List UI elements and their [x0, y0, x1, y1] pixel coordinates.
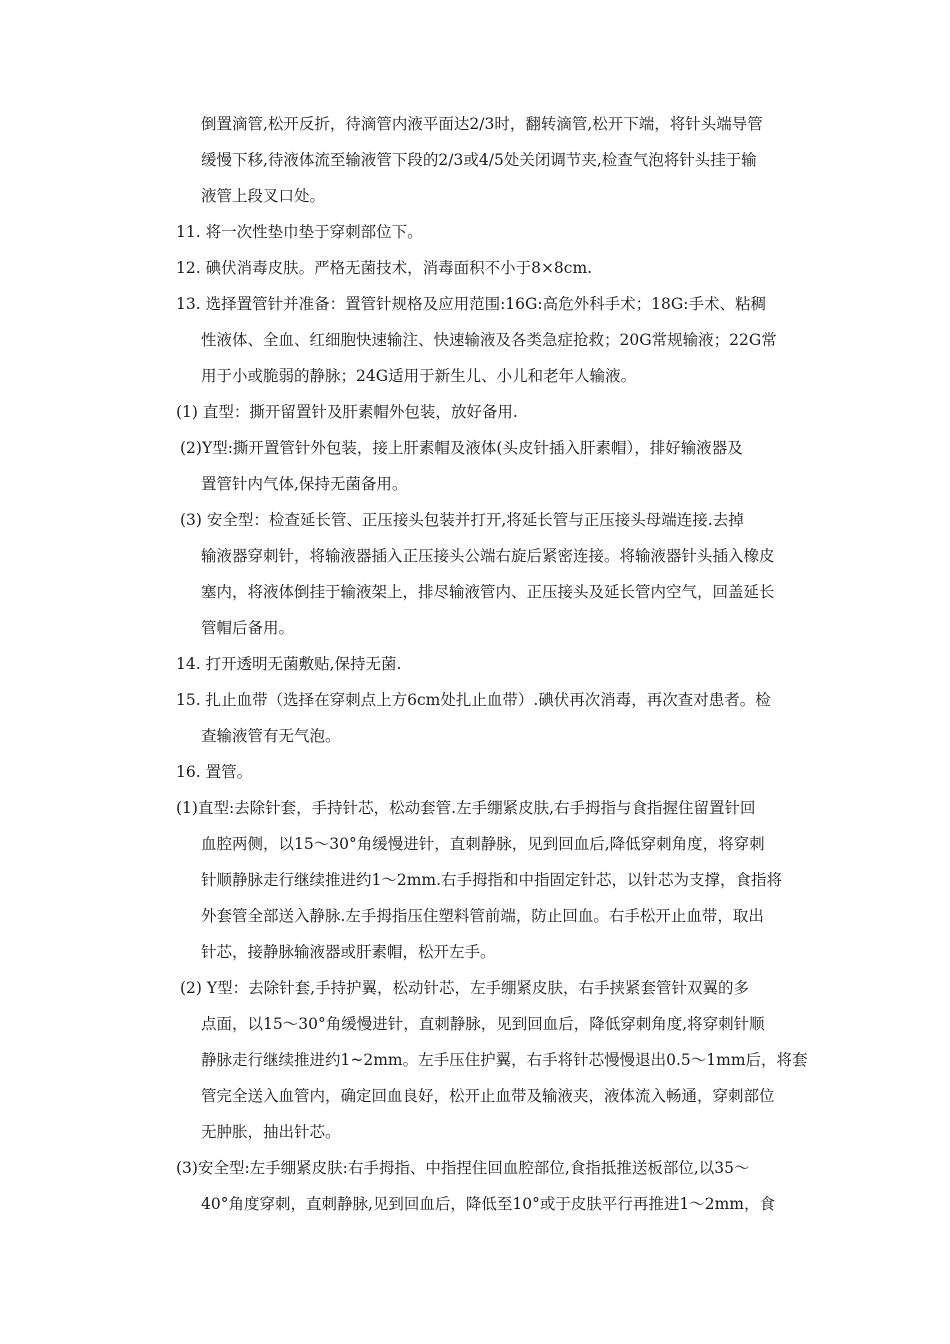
- text-line: 性液体、全血、红细胞快速输注、快速输液及各类急症抢救；20G常规输液；22G常: [201, 331, 777, 349]
- text-line: 无肿胀，抽出针芯。: [201, 1123, 341, 1141]
- text-line: 12. 碘伏消毒皮肤。严格无菌技术，消毒面积不小于8×8cm.: [176, 259, 593, 277]
- text-line: 查输液管有无气泡。: [201, 727, 341, 745]
- text-line: 倒置滴管,松开反折，待滴管内液平面达2/3时，翻转滴管,松开下端，将针头端导管: [201, 115, 763, 133]
- text-line: 血腔两侧，以15～30°角缓慢进针，直刺静脉，见到回血后,降低穿刺角度，将穿刺: [201, 835, 765, 853]
- text-line: 针芯，接静脉输液器或肝素帽，松开左手。: [201, 943, 496, 961]
- text-line: (1)直型:去除针套，手持针芯，松动套管.左手绷紧皮肤,右手拇指与食指握住留置针回: [176, 799, 756, 817]
- text-line: 16. 置管。: [176, 763, 253, 781]
- text-line: 静脉走行继续推进约1~2mm。左手压住护翼，右手将针芯慢慢退出0.5～1mm后，将套: [201, 1051, 808, 1069]
- text-line: 11. 将一次性垫巾垫于穿刺部位下。: [176, 223, 423, 241]
- text-line: 点面，以15～30°角缓慢进针，直刺静脉，见到回血后，降低穿刺角度,将穿刺针顺: [201, 1015, 765, 1033]
- text-line: (3)安全型:左手绷紧皮肤:右手拇指、中指捏住回血腔部位,食指抵推送板部位,以35～: [176, 1159, 750, 1177]
- text-line: 13. 选择置管针并准备：置管针规格及应用范围:16G:高危外科手术；18G:手术、粘稠: [176, 295, 766, 313]
- text-line: 管帽后备用。: [201, 619, 295, 637]
- text-line: 输液器穿刺针，将输液器插入正压接头公端右旋后紧密连接。将输液器针头插入橡皮: [201, 547, 775, 565]
- text-line: (3) 安全型：检查延长管、正压接头包装并打开,将延长管与正压接头母端连接.去掉: [180, 511, 744, 529]
- text-line: 管完全送入血管内，确定回血良好，松开止血带及输液夹，液体流入畅通，穿刺部位: [201, 1087, 775, 1105]
- text-line: (2) Y型：去除针套,手持护翼，松动针芯，左手绷紧皮肤，右手挟紧套管针双翼的多: [180, 979, 750, 997]
- text-line: 15. 扎止血带（选择在穿刺点上方6cm处扎止血带）.碘伏再次消毒，再次查对患者。检: [176, 691, 771, 709]
- text-line: 塞内，将液体倒挂于输液架上，排尽输液管内、正压接头及延长管内空气，回盖延长: [201, 583, 775, 601]
- text-line: 针顺静脉走行继续推进约1～2mm.右手拇指和中指固定针芯，以针芯为支撑，食指将: [201, 871, 783, 889]
- text-line: 置管针内气体,保持无菌备用。: [201, 475, 408, 493]
- text-line: 缓慢下移,待液体流至输液管下段的2/3或4/5处关闭调节夹,检查气泡将针头挂于输: [201, 151, 757, 169]
- text-line: 用于小或脆弱的静脉；24G适用于新生儿、小儿和老年人输液。: [201, 367, 637, 385]
- text-line: 14. 打开透明无菌敷贴,保持无菌.: [176, 655, 402, 673]
- text-line: 液管上段叉口处。: [201, 187, 326, 205]
- text-line: (1) 直型：撕开留置针及肝素帽外包装，放好备用.: [176, 403, 518, 421]
- text-line: (2)Y型:撕开置管针外包装，接上肝素帽及液体(头皮针插入肝素帽），排好输液器及: [180, 439, 743, 457]
- text-line: 外套管全部送入静脉.左手拇指压住塑料管前端，防止回血。右手松开止血带，取出: [201, 907, 764, 925]
- text-line: 40°角度穿刺，直刺静脉,见到回血后，降低至10°或于皮肤平行再推进1～2mm，食: [201, 1195, 775, 1213]
